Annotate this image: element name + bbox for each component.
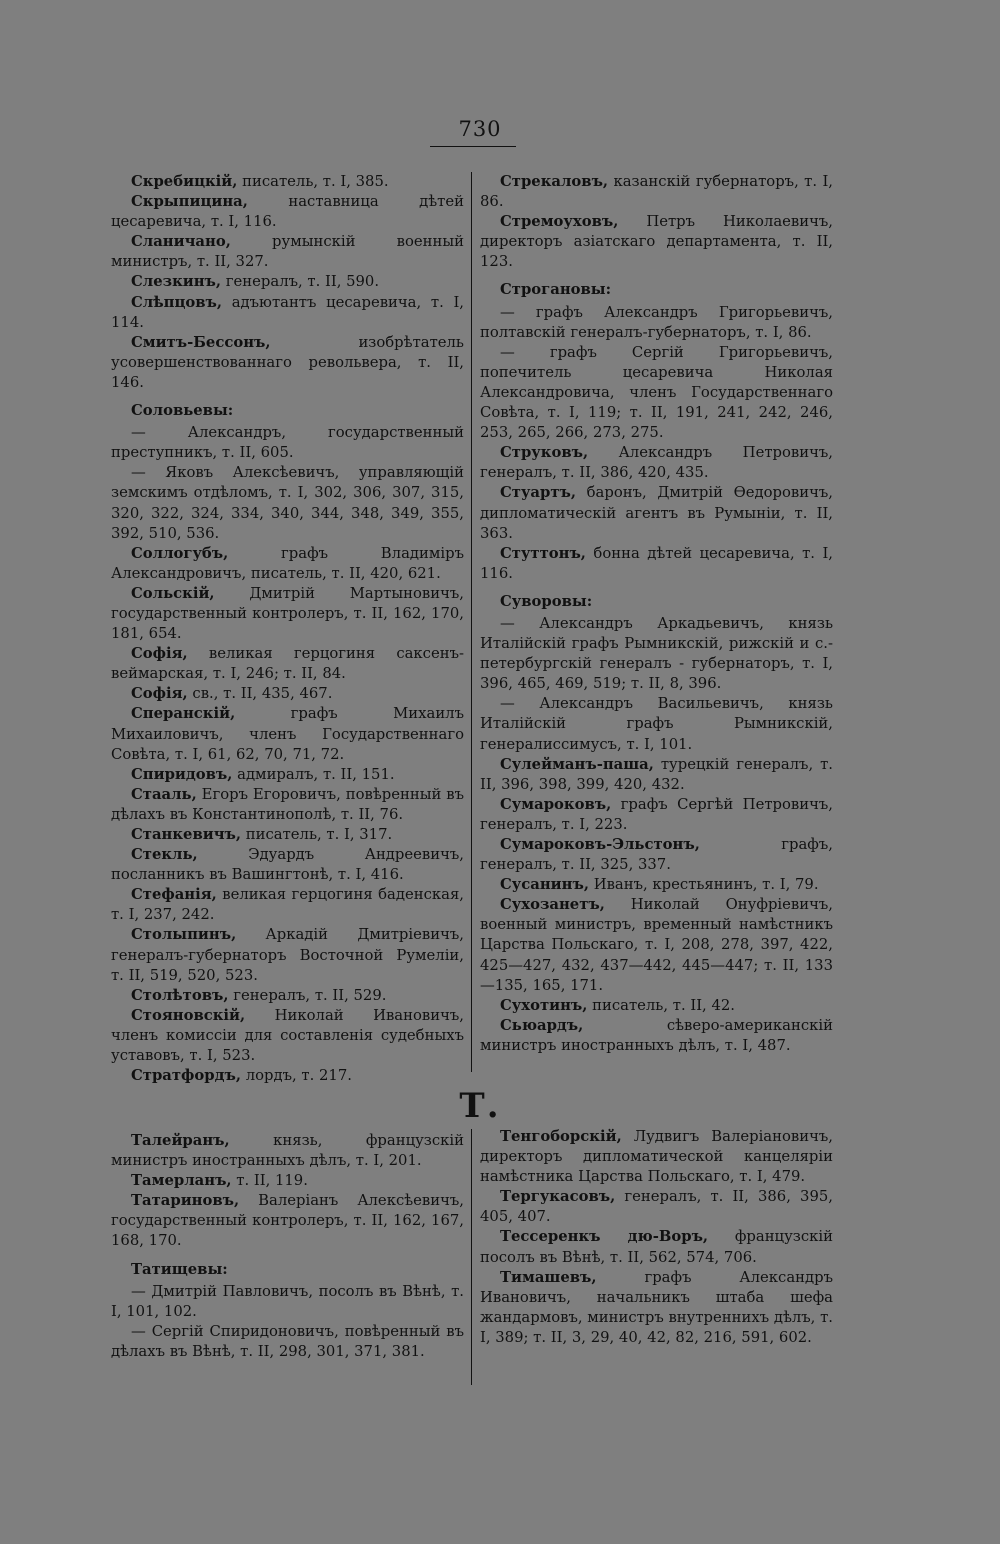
entry-details: Эдуардъ Андреевичъ, посланникъ въ Вашингтонѣ, т. I, 416. (111, 846, 464, 884)
index-subentry: — Александръ Аркадьевичъ, князь Италійскій графъ Рымникскій, рижскій и с.-петербургскій генералъ - губернаторъ, т. I, 396, 465, 469, 519; т. II, 8, 396. (480, 614, 833, 693)
left-column-top (111, 172, 464, 1086)
entry-details: генералъ, т. II, 529. (228, 986, 387, 1004)
entry-headword: Талейранъ, (131, 1132, 230, 1149)
entry-headword: Столыпинъ, (131, 926, 237, 944)
entry-headword: Стояновскій, (131, 1006, 246, 1024)
index-group-heading: Строгановы: (500, 281, 612, 299)
entry-headword: Стремоуховъ, (500, 213, 619, 231)
entry-headword: Тенгоборскій, (500, 1128, 622, 1145)
right-column-top (480, 172, 833, 1056)
entry-details: Валеріанъ Алексѣевичъ, государственный контролеръ, т. II, 162, 167, 168, 170. (111, 1192, 464, 1250)
entry-headword: Струковъ, (500, 444, 589, 462)
column-divider-bottom (471, 1129, 472, 1385)
entry-details: баронъ, Дмитрій Ѳедоровичъ, дипломатическій агентъ въ Румыніи, т. II, 363. (480, 484, 833, 542)
entry-headword: Сухозанетъ, (500, 896, 605, 914)
entry-details: адъютантъ цесаревича, т. I, 114. (111, 293, 464, 331)
entry-details: румынскій военный министръ, т. II, 327. (111, 233, 464, 271)
index-entry (111, 1006, 464, 1066)
index-entry (111, 544, 464, 584)
entry-headword: Софія, (131, 645, 188, 663)
entry-headword: Стекль, (131, 846, 198, 864)
entry-headword: Тессеренкъ дю-Воръ, (500, 1228, 709, 1246)
entry-details: турецкій генералъ, т. II, 396, 398, 399, 420, 432. (480, 755, 833, 793)
index-entry (111, 986, 464, 1006)
entry-details: св., т. II, 435, 467. (187, 685, 333, 703)
entry-details: адмиралъ, т. II, 151. (232, 765, 395, 783)
index-entry (111, 644, 464, 684)
entry-details: писатель, т. I, 317. (241, 826, 393, 843)
entry-headword: Спиридовъ, (131, 765, 233, 783)
index-entry (480, 483, 833, 543)
index-entry (111, 172, 464, 192)
left-column-bottom (111, 1131, 464, 1362)
entry-headword: Стрекаловъ, (500, 173, 609, 190)
entry-headword: Сухотинъ, (500, 996, 588, 1014)
entry-details: графъ Михаилъ Михаиловичъ, членъ Государственнаго Совѣта, т. I, 61, 62, 70, 71, 72. (111, 705, 464, 763)
entry-headword: Сумароковъ, (500, 795, 612, 813)
index-entry (111, 845, 464, 885)
entry-details: графъ Александръ Ивановичъ, начальникъ штаба шефа жандармовъ, министръ внутреннихъ дѣлъ, т. I, 389; т. II, 3, 29, 40, 42, 82, 216, 591, 602. (480, 1268, 833, 1346)
entry-headword: Сольскій, (131, 584, 215, 602)
index-entry (111, 584, 464, 644)
index-entry (111, 765, 464, 785)
entry-details: великая герцогиня саксенъ-веймарская, т. I, 246; т. II, 84. (111, 645, 464, 683)
entry-details: графъ, генералъ, т. II, 325, 337. (480, 836, 833, 874)
entry-headword: Тимашевъ, (500, 1268, 597, 1286)
column-divider-top (471, 172, 472, 1072)
entry-details: Аркадій Дмитріевичъ, генералъ-губернаторъ Восточной Румеліи, т. II, 519, 520, 523. (111, 926, 464, 984)
entry-headword: Стуттонъ, (500, 544, 586, 562)
entry-headword: Сланичано, (131, 233, 231, 251)
entry-details: Николай Ивановичъ, членъ комиссіи для составленія судебныхъ уставовъ, т. I, 523. (111, 1006, 464, 1065)
entry-details: генералъ, т. II, 590. (221, 273, 380, 291)
entry-headword: Сьюардъ, (500, 1016, 584, 1034)
entry-details: лордъ, т. 217. (240, 1067, 352, 1085)
index-group-heading: Татищевы: (131, 1260, 228, 1278)
index-entry (111, 192, 464, 232)
entry-headword: Слѣпцовъ, (131, 293, 223, 311)
index-entry (480, 1016, 833, 1056)
entry-headword: Стааль, (131, 785, 197, 803)
entry-headword: Татариновъ, (131, 1192, 240, 1210)
entry-details: т. II, 119. (231, 1172, 308, 1190)
index-entry (480, 795, 833, 835)
index-entry (111, 232, 464, 272)
index-entry (111, 825, 464, 845)
index-entry (111, 785, 464, 825)
index-entry (480, 755, 833, 795)
entry-details: казанскій губернаторъ, т. I, 86. (480, 173, 833, 211)
entry-headword: Тергукасовъ, (500, 1188, 616, 1206)
index-entry (111, 1066, 464, 1086)
index-entry (111, 684, 464, 704)
index-entry (480, 544, 833, 584)
index-subentry: — Александръ, государственный преступникъ, т. II, 605. (111, 424, 464, 462)
index-entry (111, 704, 464, 764)
index-subentry: — Дмитрій Павловичъ, посолъ въ Вѣнѣ, т. I, 101, 102. (111, 1282, 464, 1320)
entry-details: Егоръ Егоровичъ, повѣренный въ дѣлахъ въ Константинополѣ, т. II, 76. (111, 785, 464, 823)
entry-details: князь, французскій министръ иностранныхъ дѣлъ, т. I, 201. (111, 1132, 464, 1170)
entry-headword: Стуартъ, (500, 484, 577, 502)
entry-headword: Скрыпицина, (131, 193, 248, 211)
entry-headword: Скребицкій, (131, 173, 238, 190)
entry-headword: Станкевичъ, (131, 826, 242, 843)
index-entry (111, 272, 464, 292)
entry-details: Лудвигъ Валеріановичъ, директоръ дипломатической канцеляріи намѣстника Царства Польскаго, т. I, 479. (480, 1128, 833, 1186)
index-entry (111, 1131, 464, 1171)
entry-details: писатель, т. II, 42. (587, 996, 735, 1014)
entry-headword: Столѣтовъ, (131, 986, 229, 1004)
entry-headword: Стратфордъ, (131, 1067, 241, 1085)
index-subentry: — Сергій Спиридоновичъ, повѣренный въ дѣлахъ въ Вѣнѣ, т. II, 298, 301, 371, 381. (111, 1322, 464, 1360)
entry-headword: Сумароковъ-Эльстонъ, (500, 836, 700, 853)
index-entry (111, 885, 464, 925)
index-entry (111, 1171, 464, 1191)
index-entry (111, 1191, 464, 1251)
right-column-bottom (480, 1127, 833, 1348)
index-group-heading: Суворовы: (500, 592, 593, 610)
entry-details: генералъ, т. II, 386, 395, 405, 407. (480, 1188, 833, 1226)
index-group-heading: Соловьевы: (131, 402, 234, 420)
entry-headword: Смитъ-Бессонъ, (131, 333, 271, 351)
entry-headword: Сперанскій, (131, 705, 236, 723)
entry-headword: Слезкинъ, (131, 273, 222, 291)
index-entry (111, 293, 464, 333)
index-entry (480, 996, 833, 1016)
entry-details: Александръ Петровичъ, генералъ, т. II, 386, 420, 435. (480, 444, 833, 482)
index-subentry: — Александръ Васильевичъ, князь Италійскій графъ Рымникскій, генералиссимусъ, т. I, 101. (480, 695, 833, 753)
index-entry (480, 875, 833, 895)
index-subentry: — Яковъ Алексѣевичъ, управляющій земскимъ отдѣломъ, т. I, 302, 306, 307, 315, 320, 322, 324, 334, 340, 344, 348, 349, 355, 392, 510, 536. (111, 464, 464, 542)
entry-details: графъ Сергѣй Петровичъ, генералъ, т. I, 223. (480, 795, 833, 833)
index-entry (480, 443, 833, 483)
entry-headword: Сулейманъ-паша, (500, 755, 654, 773)
index-subentry: — графъ Александръ Григорьевичъ, полтавскій генералъ-губернаторъ, т. I, 86. (480, 303, 833, 341)
entry-headword: Тамерланъ, (131, 1172, 232, 1190)
entry-details: изобрѣтатель усовершенствованнаго револьвера, т. II, 146. (111, 333, 464, 391)
section-letter: Т. (459, 1086, 501, 1126)
index-entry (480, 212, 833, 272)
index-entry (480, 895, 833, 995)
index-entry (480, 1127, 833, 1187)
entry-details: графъ Владиміръ Александровичъ, писатель, т. II, 420, 621. (111, 544, 464, 582)
index-entry (480, 1187, 833, 1227)
entry-details: Дмитрій Мартыновичъ, государственный контролеръ, т. II, 162, 170, 181, 654. (111, 584, 464, 643)
index-entry (480, 1227, 833, 1267)
entry-headword: Соллогубъ, (131, 544, 229, 562)
page-number-rule (430, 146, 516, 147)
entry-details: великая герцогиня баденская, т. I, 237, 242. (111, 886, 464, 924)
entry-details: бонна дѣтей цесаревича, т. I, 116. (480, 544, 833, 582)
entry-headword: Стефанія, (131, 886, 217, 904)
entry-details: Петръ Николаевичъ, директоръ азіатскаго департамента, т. II, 123. (480, 213, 833, 271)
entry-details: наставница дѣтей цесаревича, т. I, 116. (111, 193, 464, 231)
entry-details: французскій посолъ въ Вѣнѣ, т. II, 562, 574, 706. (480, 1228, 833, 1266)
entry-headword: Сусанинъ, (500, 876, 589, 894)
entry-details: сѣверо-американскій министръ иностранныхъ дѣлъ, т. I, 487. (480, 1016, 833, 1054)
entry-headword: Софія, (131, 685, 188, 703)
page-number: 730 (458, 117, 502, 141)
entry-details: писатель, т. I, 385. (237, 173, 389, 190)
index-entry (480, 835, 833, 875)
index-entry (111, 925, 464, 985)
index-entry (480, 1268, 833, 1348)
entry-details: Николай Онуфріевичъ, военный министръ, временный намѣстникъ Царства Польскаго, т. I, 208, 278, 397, 422, 425—427, 432, 437—442, 445—447; т. II, 133—135, 165, 171. (480, 896, 833, 994)
index-subentry: — графъ Сергій Григорьевичъ, попечитель цесаревича Николая Александровича, членъ Государственнаго Совѣта, т. I, 119; т. II, 191, 241, 242, 246, 253, 265, 266, 273, 275. (480, 343, 833, 442)
index-entry (111, 333, 464, 393)
entry-details: Иванъ, крестьянинъ, т. I, 79. (588, 876, 819, 894)
index-entry (480, 172, 833, 212)
